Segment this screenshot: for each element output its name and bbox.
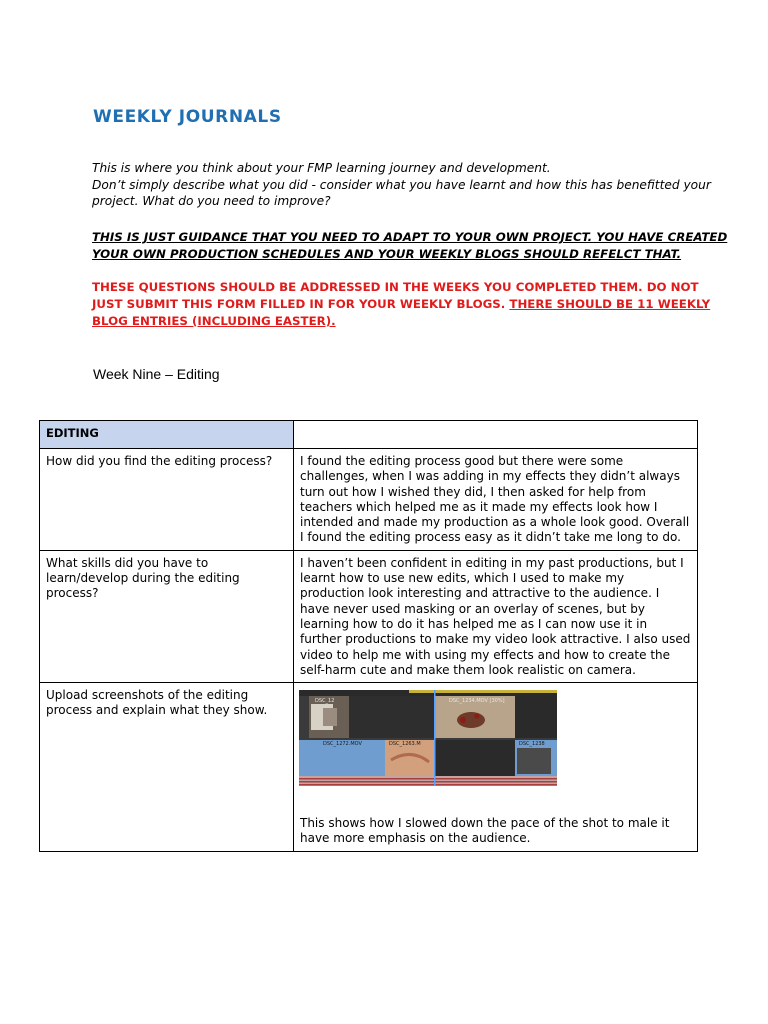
- table-row: [40, 449, 698, 551]
- clip-label-e: DSC_1238: [519, 741, 545, 748]
- table-header-cell: EDITING: [40, 421, 294, 449]
- table-header-empty: [294, 421, 698, 449]
- warning-note: [92, 279, 732, 330]
- page-title: WEEKLY JOURNALS: [93, 107, 282, 127]
- intro-line-2: Don’t simply describe what you did - consider what you have learnt and how this has benefitted your project. What do you need to improve?: [92, 177, 711, 208]
- table-header-row: [40, 421, 698, 449]
- week-heading: Week Nine – Editing: [93, 366, 220, 382]
- warning-underlined: THERE SHOULD BE 11 WEEKLY BLOG ENTRIES (INCLUDING EASTER).: [92, 297, 711, 328]
- table-row: [40, 550, 698, 682]
- question-cell: Upload screenshots of the editing process and explain what they show.: [40, 683, 294, 852]
- journal-table: [39, 420, 698, 852]
- clip-label-d: DSC_1263.M: [389, 741, 421, 748]
- editing-timeline-screenshot: [299, 690, 557, 786]
- question-cell: What skills did you have to learn/develop during the editing process?: [40, 550, 294, 682]
- guidance-note: THIS IS JUST GUIDANCE THAT YOU NEED TO ADAPT TO YOUR OWN PROJECT. YOU HAVE CREATED YOUR OWN PRODUCTION SCHEDULES AND YOUR WEEKLY BLOGS SHOULD REFELCT THAT.: [92, 230, 728, 261]
- clip-label-a: DSC_12: [315, 698, 335, 705]
- answer-cell: [294, 683, 698, 852]
- warning-text: THESE QUESTIONS SHOULD BE ADDRESSED IN THE WEEKS YOU COMPLETED THEM. DO NOT JUST SUBMIT THIS FORM FILLED IN FOR YOUR WEEKLY BLOGS.: [92, 280, 699, 311]
- intro-line-1: This is where you think about your FMP learning journey and development.: [92, 161, 551, 175]
- screenshot-caption: This shows how I slowed down the pace of the shot to male it have more emphasis on the audience.: [300, 816, 670, 846]
- table-row: [40, 683, 698, 852]
- question-cell: How did you find the editing process?: [40, 449, 294, 551]
- answer-cell: I haven’t been confident in editing in my past productions, but I learnt how to use new edits, which I used to make my production look interesting and attractive to the audience. I have never used masking or an overlay of scenes, but by learning how to do it has helped me as I can now use it in further productions to make my video look attractive. I also used video to help me with using my effects and how to create the self-harm cute and make them look realistic on camera.: [294, 550, 698, 682]
- answer-cell: I found the editing process good but there were some challenges, when I was adding in my effects they didn’t always turn out how I wished they did, I then asked for help from teachers which helped me as it made my effects look how I intended and made my production as a whole look good. Overall I found the editing process easy as it didn’t take me long to do.: [294, 449, 698, 551]
- intro-text: [92, 160, 732, 210]
- clip-label-c: DSC_1272.MOV: [323, 741, 362, 748]
- clip-label-b: DSC_1234.MOV [30%]: [449, 698, 505, 705]
